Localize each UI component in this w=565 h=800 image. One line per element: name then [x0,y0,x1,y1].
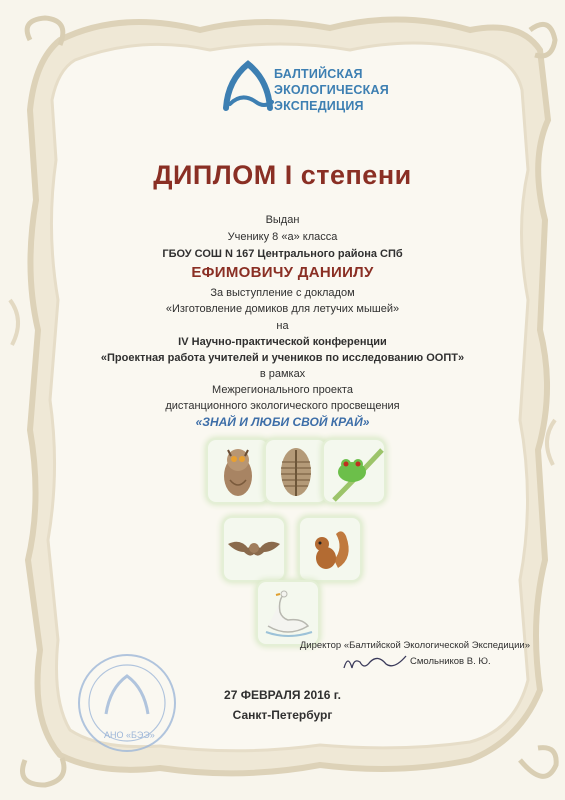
student-name: ЕФИМОВИЧУ ДАНИИЛУ [191,264,374,281]
handwritten-signature [340,648,410,678]
project-line-1: Межрегионального проекта [212,384,353,396]
svg-text:АНО «БЭЭ»: АНО «БЭЭ» [104,730,155,740]
logo-line: БАЛТИЙСКАЯ [274,67,363,81]
organization-stamp [72,648,182,758]
school-name: ГБОУ СОШ N 167 Центрального района СПб [162,248,403,260]
conference-name: «Проектная работа учителей и учеников по исследованию ООПТ» [100,352,465,364]
logo-line: ЭКОЛОГИЧЕСКАЯ [274,83,389,97]
conference-label: IV Научно-практической конференции [178,336,387,348]
talk-title: «Изготовление домиков для летучих мышей» [165,303,400,315]
for-talk-label: За выступление с докладом [210,287,355,299]
expedition-logo [222,58,442,128]
student-class: Ученику 8 «а» класса [227,231,338,243]
project-name: «ЗНАЙ И ЛЮБИ СВОЙ КРАЙ» [195,415,370,429]
issue-city: Санкт-Петербург [232,708,333,722]
swan-picture [258,582,318,644]
dome-wave-logo-icon [222,58,274,118]
frog-picture [324,440,384,502]
squirrel-picture [300,518,360,580]
director-position: Директор «Балтийской Экологической Экспедиции» [299,640,530,651]
trilobite-picture [266,440,326,502]
issue-date: 27 ФЕВРАЛЯ 2016 г. [224,688,341,702]
issued-label: Выдан [265,214,300,226]
logo-text [274,66,389,114]
diploma-title: ДИПЛОМ I степени [153,160,412,190]
logo-line: ЭКСПЕДИЦИЯ [274,99,364,113]
bat-picture [224,518,284,580]
director-name: Смольников В. Ю. [410,656,491,667]
project-line-2: дистанционного экологического просвещения [165,400,400,412]
owl-picture [208,440,268,502]
within-label: в рамках [259,368,306,380]
signature-block [250,640,530,667]
at-label: на [276,320,289,332]
